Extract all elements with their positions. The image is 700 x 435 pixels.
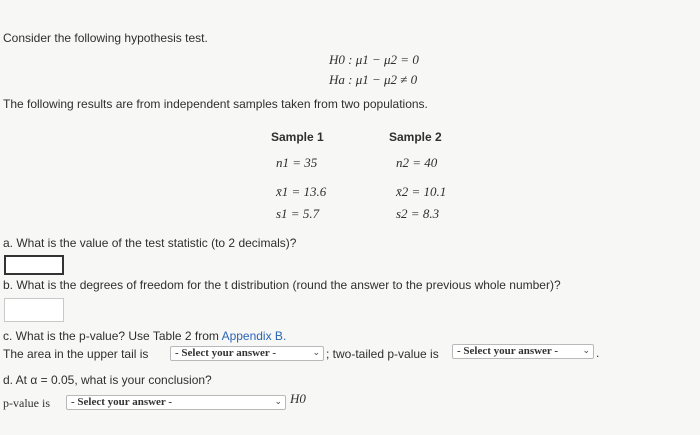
- test-statistic-input[interactable]: [4, 255, 64, 275]
- upper-tail-select[interactable]: [170, 346, 324, 361]
- alternative-hypothesis: Ha : μ1 − μ2 ≠ 0: [329, 72, 418, 87]
- h0-label: H0: [290, 391, 306, 406]
- intro-text: Consider the following hypothesis test.: [3, 31, 208, 45]
- question-b-text: b. What is the degrees of freedom for the t distribution (round the answer to the previous whole number)?: [3, 278, 561, 292]
- two-tailed-select[interactable]: [452, 344, 594, 359]
- sample2-header: Sample 2: [389, 130, 442, 144]
- question-a-text: a. What is the value of the test statistic (to 2 decimals)?: [3, 236, 297, 250]
- sample1-header: Sample 1: [271, 130, 324, 144]
- chevron-down-icon: ⌄: [274, 397, 282, 407]
- question-d-text: d. At α = 0.05, what is your conclusion?: [3, 373, 212, 387]
- two-tailed-label: ; two-tailed p-value is: [326, 347, 439, 361]
- degrees-of-freedom-input[interactable]: [4, 298, 64, 322]
- appendix-b-link[interactable]: Appendix B.: [221, 329, 287, 343]
- pvalue-label: p-value is: [3, 396, 50, 410]
- question-c-text: [3, 329, 286, 343]
- conclusion-select[interactable]: [66, 395, 286, 410]
- sample2-mean: x̄2 = 10.1: [396, 184, 447, 199]
- results-intro-text: The following results are from independent samples taken from two populations.: [3, 97, 428, 111]
- chevron-down-icon: ⌄: [582, 346, 590, 356]
- conclusion-select-value: - Select your answer -: [71, 396, 173, 408]
- upper-tail-select-value: - Select your answer -: [175, 347, 277, 359]
- sample2-n: n2 = 40: [396, 155, 438, 170]
- sample2-sd: s2 = 8.3: [396, 206, 440, 221]
- sample1-n: n1 = 35: [276, 155, 318, 170]
- sample1-mean: x̄1 = 13.6: [276, 184, 327, 199]
- two-tailed-select-value: - Select your answer -: [457, 345, 559, 357]
- chevron-down-icon: ⌄: [312, 348, 320, 358]
- upper-tail-label: The area in the upper tail is: [3, 347, 149, 361]
- sample1-sd: s1 = 5.7: [276, 206, 320, 221]
- question-c-prefix: c. What is the p-value? Use Table 2 from: [3, 329, 222, 343]
- null-hypothesis: H0 : μ1 − μ2 = 0: [329, 52, 419, 67]
- question-c-end: .: [596, 346, 600, 360]
